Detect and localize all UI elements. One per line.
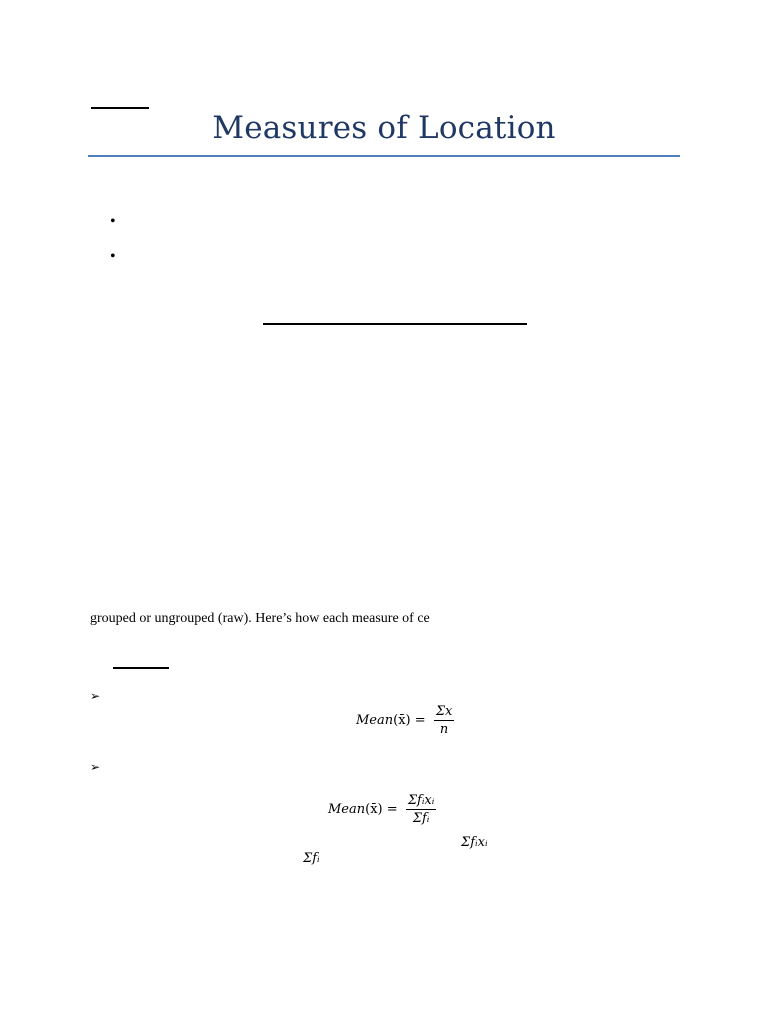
mean-label: Mean [356, 713, 394, 728]
formula-mean-grouped [328, 793, 436, 826]
inline-sum-fi: Σfᵢ [303, 851, 320, 866]
equals-sign-grouped: = [386, 802, 398, 817]
denominator-sum-fi: Σfᵢ [412, 811, 430, 826]
bullet-item-1: • [110, 213, 116, 230]
formula-mean-raw [356, 704, 454, 737]
page-title: Measures of Location [212, 110, 556, 146]
numerator-sum-x: Σx [435, 704, 453, 719]
numerator-sum-fi-xi: Σfᵢxᵢ [407, 793, 435, 808]
title-underline [88, 155, 680, 157]
denominator-n: n [439, 722, 449, 737]
arrow-bullet-1: ➢ [90, 689, 101, 703]
body-text-line: grouped or ungrouped (raw). Here’s how each measure of ce [90, 611, 430, 626]
xbar-symbol: (x̄) [393, 713, 411, 728]
section-underline [263, 323, 527, 325]
fraction-grouped [406, 793, 437, 826]
xbar-symbol-grouped: (x̄) [365, 802, 383, 817]
subheading-underline [113, 667, 169, 669]
equals-sign: = [414, 713, 426, 728]
heading-underline-fragment [91, 107, 149, 109]
arrow-bullet-2: ➢ [90, 760, 101, 774]
bullet-item-2: • [110, 248, 116, 265]
inline-sum-fi-xi: Σfᵢxᵢ [461, 835, 488, 850]
fraction-raw [434, 704, 455, 737]
mean-label-grouped: Mean [328, 802, 366, 817]
